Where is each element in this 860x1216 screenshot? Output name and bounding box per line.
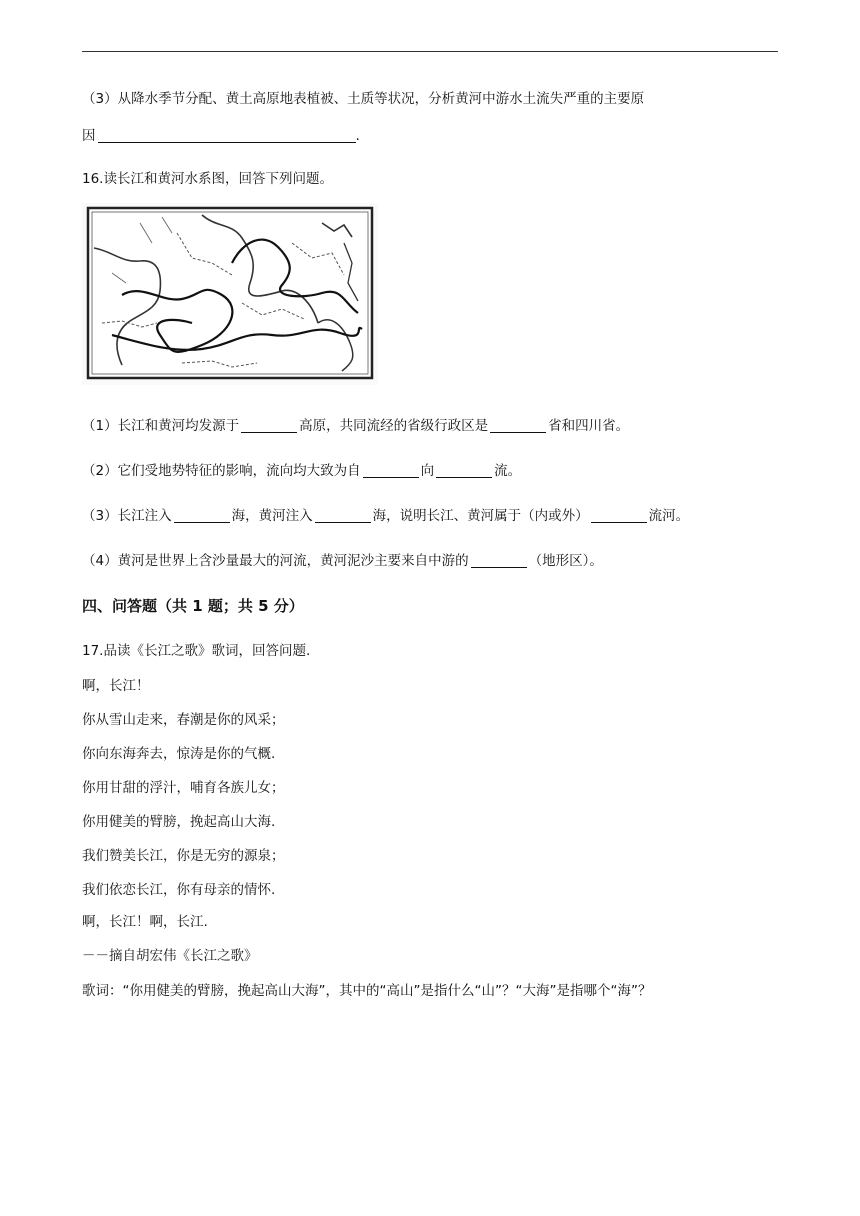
q16-sub4-text-a: （4）黄河是世界上含沙量最大的河流，黄河泥沙主要来自中游的 [82, 553, 469, 569]
lyric-line: 啊，长江！ [82, 678, 150, 694]
q15-3-line2-prefix: 因 [82, 128, 96, 144]
q16-sub3 [82, 506, 689, 526]
q16-sub4-text-b: （地形区）。 [528, 553, 603, 569]
q16-sub2 [82, 461, 521, 481]
q16-sub3-text-c: 海，说明长江、黄河属于（内或外） [372, 508, 589, 524]
section-heading: 四、问答题（共 1 题；共 5 分） [82, 597, 304, 615]
answer-blank[interactable] [471, 553, 527, 568]
header-rule [82, 51, 778, 52]
q16-sub3-text-d: 流河。 [648, 508, 690, 524]
answer-blank[interactable] [315, 508, 371, 523]
q15-3-line2 [82, 126, 360, 146]
answer-blank[interactable] [490, 418, 546, 433]
q16-sub3-text-b: 海，黄河注入 [231, 508, 313, 524]
q16-title: 16.读长江和黄河水系图，回答下列问题。 [82, 171, 333, 187]
lyric-line: 我们依恋长江，你有母亲的情怀. [82, 882, 276, 898]
q16-sub4 [82, 551, 603, 571]
q16-sub3-text-a: （3）长江注入 [82, 508, 172, 524]
answer-blank[interactable] [174, 508, 230, 523]
lyric-line: 我们赞美长江，你是无穷的源泉； [82, 848, 285, 864]
answer-blank[interactable] [436, 463, 492, 478]
q16-sub2-text-c: 流。 [494, 463, 522, 479]
q16-sub2-text-a: （2）它们受地势特征的影响，流向均大致为自 [82, 463, 361, 479]
answer-blank[interactable] [363, 463, 419, 478]
q16-sub1 [82, 416, 629, 436]
q16-sub1-text-b: 高原，共同流经的省级行政区是 [299, 418, 489, 434]
river-system-map [82, 203, 378, 385]
q15-3-line2-suffix: . [355, 128, 360, 144]
answer-blank[interactable] [241, 418, 297, 433]
lyric-line: 你向东海奔去，惊涛是你的气概. [82, 746, 276, 762]
lyric-line: 你用健美的臂膀，挽起高山大海. [82, 814, 276, 830]
q17-question: 歌词：“你用健美的臂膀，挽起高山大海”，其中的“高山”是指什么“山”？“大海”是指哪个“海”？ [82, 983, 652, 999]
lyric-line: 你用甘甜的浮汁，哺育各族儿女； [82, 780, 285, 796]
river-system-map-icon [82, 203, 378, 385]
q17-title: 17.品读《长江之歌》歌词，回答问题. [82, 643, 311, 659]
answer-blank[interactable] [591, 508, 647, 523]
lyric-line: 啊，长江！啊，长江. [82, 914, 208, 930]
q16-sub2-text-b: 向 [420, 463, 435, 479]
q15-3-line1: （3）从降水季节分配、黄土高原地表植被、土质等状况，分析黄河中游水土流失严重的主要原 [82, 91, 645, 107]
q16-sub1-text-a: （1）长江和黄河均发源于 [82, 418, 240, 434]
answer-blank[interactable] [98, 128, 356, 143]
q16-sub1-text-c: 省和四川省。 [548, 418, 630, 434]
lyric-attribution: －－摘自胡宏伟《长江之歌》 [82, 948, 258, 964]
lyric-line: 你从雪山走来，春潮是你的风采； [82, 712, 285, 728]
